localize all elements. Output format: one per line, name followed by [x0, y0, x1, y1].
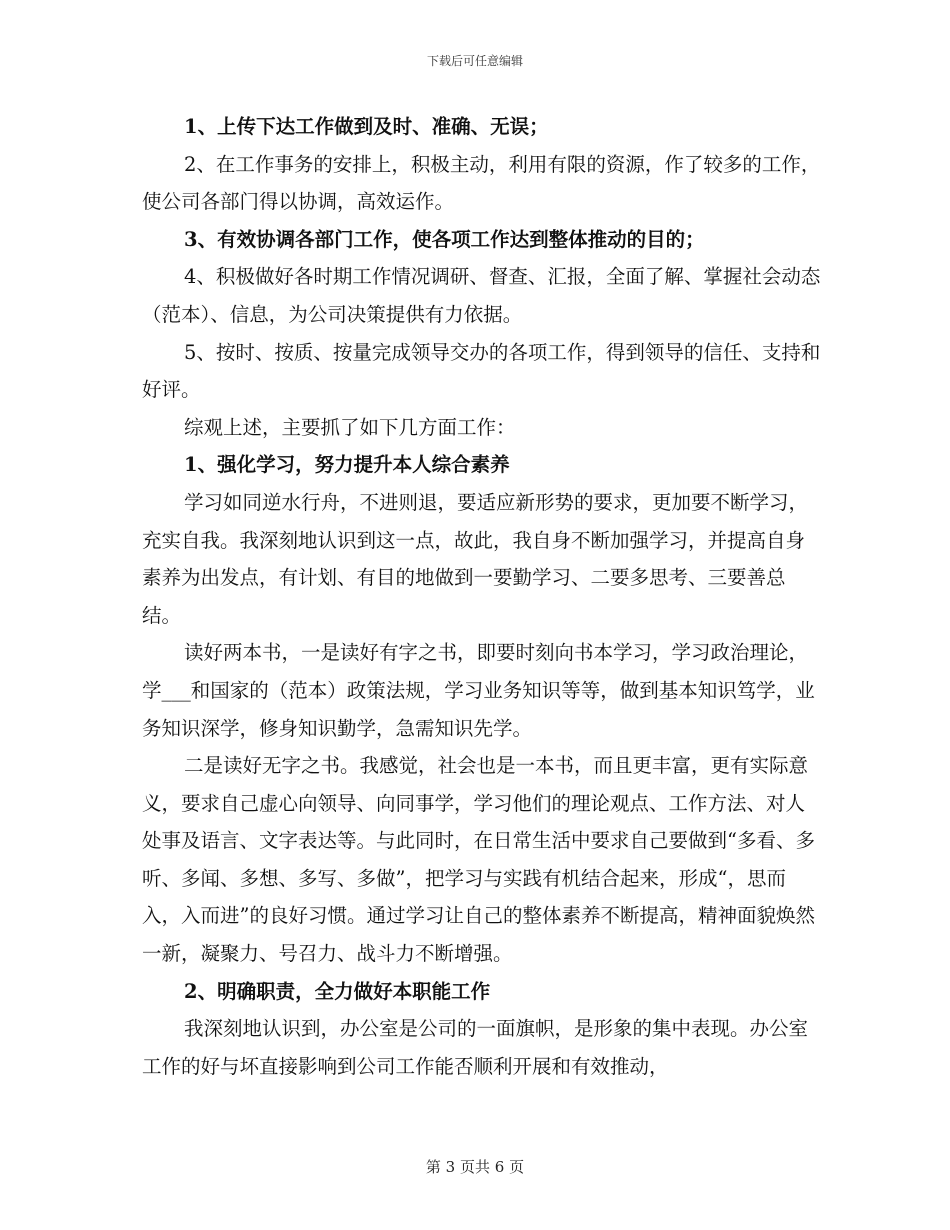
section-heading-1: 1、强化学习，努力提升本人综合素养 [184, 453, 510, 477]
paragraph-office-role: 我深刻地认识到，办公室是公司的一面旗帜，是形象的集中表现。办公室工作的好与坏直接影响到公司工作能否顺利开展和有效推动， [142, 1017, 809, 1078]
paragraph-1: 1、上传下达工作做到及时、准确、无误； [184, 115, 549, 138]
paragraph-study: 学习如同逆水行舟，不进则退，要适应新形势的要求，更加要不断学习，充实自我。我深刻地认识到这一点，故此，我自身不断加强学习，并提高自身素养为出发点，有计划、有目的地做到一要勤学习、二要多思考、三要善总结。 [142, 490, 809, 627]
page-footer: 第 3 页共 6 页 [425, 1158, 525, 1176]
page-header: 下载后可任意编辑 [426, 54, 523, 68]
paragraph-3: 3、有效协调各部门工作，使各项工作达到整体推动的目的； [184, 227, 705, 251]
section-heading-2: 2、明确职责，全力做好本职能工作 [184, 979, 491, 1003]
document-body [142, 108, 822, 1085]
paragraph-2: 2、在工作事务的安排上，积极主动，利用有限的资源，作了较多的工作，使公司各部门得以协调，高效运作。 [142, 152, 821, 214]
paragraph-5: 5、按时、按质、按量完成领导交办的各项工作，得到领导的信任、支持和好评。 [142, 340, 821, 402]
paragraph-two-books: 读好两本书，一是读好有字之书，即要时刻向书本学习，学习政治理论，学___和国家的（范本）政策法规，学习业务知识等等，做到基本知识笃学，业务知识深学，修身知识勤学，急需知识先学。 [142, 641, 815, 740]
paragraph-unwritten-book: 二是读好无字之书。我感觉，社会也是一本书，而且更丰富，更有实际意义，要求自己虚心向领导、向同事学，学习他们的理论观点、工作方法、对人处事及语言、文字表达等。与此同时，在日常生活中要求自己要做到“多看、多听、多闻、多想、多写、多做”，把学习与实践有机结合起来，形成“，思而入，入而进”的良好习惯。通过学习让自己的整体素养不断提高，精神面貌焕然一新，凝聚力、号召力、战斗力不断增强。 [142, 754, 815, 966]
paragraph-4: 4、积极做好各时期工作情况调研、督查、汇报，全面了解、掌握社会动态（范本）、信息，为公司决策提供有力依据。 [142, 265, 821, 326]
paragraph-summary: 综观上述，主要抓了如下几方面工作： [184, 415, 516, 439]
